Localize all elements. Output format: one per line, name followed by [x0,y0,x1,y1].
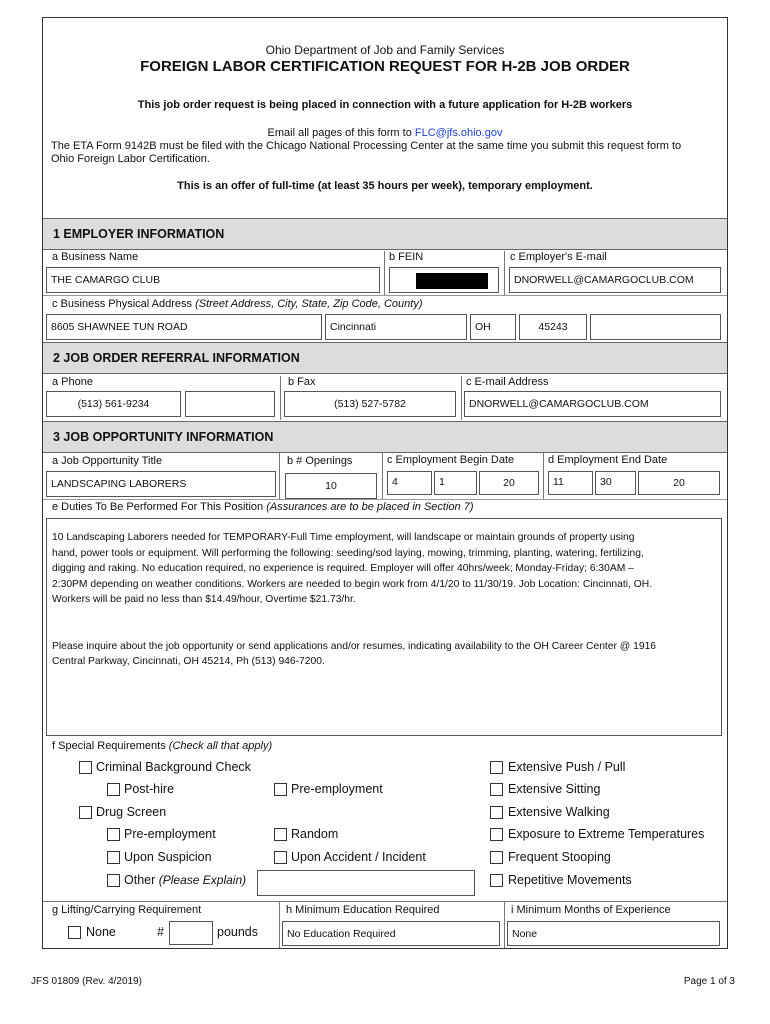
duties-line: Workers will be paid no less than $14.49/hour, Overtime $21.73/hr. [52,594,356,605]
duties-line: 2:30PM depending on weather conditions. Workers are needed to begin work from 4/1/20 to 11/30/19. Job Location: Cincinnati, OH. [52,578,653,590]
duties-label: e Duties To Be Performed For This Position (Assurances are to be placed in Section 7) [52,501,474,513]
begin-year-field[interactable]: 20 [479,471,539,495]
business-name-field[interactable]: THE CAMARGO CLUB [46,267,380,293]
fax-label: b Fax [288,376,316,388]
inquire-line: Central Parkway, Cincinnati, OH 45214, Ph (513) 946-7200. [52,656,325,667]
phone-field[interactable]: (513) 561-9234 [46,391,181,417]
end-year-field[interactable]: 20 [638,471,720,495]
walking-checkbox[interactable] [490,806,503,819]
criminal-check-checkbox[interactable] [79,761,92,774]
education-label: h Minimum Education Required [286,904,440,916]
walking-label: Extensive Walking [508,805,610,819]
zip-field[interactable]: 45243 [519,314,587,340]
divider [280,376,281,420]
street-field[interactable]: 8605 SHAWNEE TUN ROAD [46,314,322,340]
pounds-hash: # [157,925,164,939]
divider [279,453,280,499]
other-label: Other (Please Explain) [124,873,247,887]
divider [504,901,505,948]
employer-email-field[interactable]: DNORWELL@CAMARGOCLUB.COM [509,267,721,293]
section3-title: 3 JOB OPPORTUNITY INFORMATION [53,430,274,444]
divider [543,453,544,499]
upon-suspicion-checkbox[interactable] [107,851,120,864]
drug-pre-employment-checkbox[interactable] [107,828,120,841]
begin-day-field[interactable]: 1 [434,471,477,495]
lifting-label: g Lifting/Carrying Requirement [52,904,202,916]
drug-screen-checkbox[interactable] [79,806,92,819]
email-instruction: Email all pages of this form to FLC@jfs.ohio.gov [267,127,503,139]
experience-field[interactable]: None [507,921,720,946]
flc-email-link[interactable]: FLC@jfs.ohio.gov [414,127,503,139]
random-label: Random [291,827,339,841]
other-checkbox[interactable] [107,874,120,887]
pounds-field[interactable] [169,921,213,945]
openings-label: b # Openings [287,455,353,467]
h2b-notice: This job order request is being placed in connection with a future application for H-2B workers [137,99,633,111]
exposure-checkbox[interactable] [490,828,503,841]
stooping-checkbox[interactable] [490,851,503,864]
duties-line: hand, power tools or equipment. Will performing the following: seeding/sod laying, mowing, trimming, planting, watering, fertilizing, [52,547,644,559]
divider [43,295,727,296]
agency-name: Ohio Department of Job and Family Services [265,43,505,57]
push-pull-checkbox[interactable] [490,761,503,774]
address-label: c Business Physical Address (Street Address, City, State, Zip Code, County) [52,298,423,310]
divider [279,901,280,948]
divider [43,499,727,500]
eta-instruction-line1: The ETA Form 9142B must be filed with the Chicago National Processing Center at the same time you submit this request form to [51,140,682,152]
upon-suspicion-label: Upon Suspicion [124,850,212,864]
other-explain-field[interactable] [257,870,475,896]
repetitive-label: Repetitive Movements [508,873,632,887]
drug-pre-employment-label: Pre-employment [124,827,216,841]
criminal-pre-employment-checkbox[interactable] [274,783,287,796]
job-title-field[interactable]: LANDSCAPING LABORERS [46,471,276,497]
divider [384,251,385,295]
upon-accident-label: Upon Accident / Incident [291,850,426,864]
city-field[interactable]: Cincinnati [325,314,467,340]
duties-line: digging and raking. No education required, no experience is required. Employer will offer 40hrs/week; Monday-Friday; 6:30AM – [52,563,634,574]
pounds-label: pounds [217,925,259,939]
fein-label: b FEIN [389,251,424,263]
form-id: JFS 01809 (Rev. 4/2019) [31,976,142,987]
exposure-label: Exposure to Extreme Temperatures [508,827,705,841]
push-pull-label: Extensive Push / Pull [508,760,626,774]
sitting-checkbox[interactable] [490,783,503,796]
section1-header [43,218,727,250]
drug-screen-label: Drug Screen [96,805,167,819]
section2-header [43,342,727,374]
eta-instruction-line2: Ohio Foreign Labor Certification. [51,153,210,165]
county-field[interactable] [590,314,721,340]
end-day-field[interactable]: 30 [595,471,636,495]
post-hire-label: Post-hire [124,782,175,796]
fein-field[interactable] [389,267,499,293]
post-hire-checkbox[interactable] [107,783,120,796]
fax-field[interactable]: (513) 527-5782 [284,391,456,417]
form-title: FOREIGN LABOR CERTIFICATION REQUEST FOR H-2B JOB ORDER [140,58,630,75]
repetitive-checkbox[interactable] [490,874,503,887]
criminal-check-label: Criminal Background Check [96,760,251,774]
business-name-label: a Business Name [52,251,139,263]
lifting-none-checkbox[interactable] [68,926,81,939]
offer-statement: This is an offer of full-time (at least 35 hours per week), temporary employment. [177,180,593,192]
referral-email-field[interactable]: DNORWELL@CAMARGOCLUB.COM [464,391,721,417]
criminal-pre-employment-label: Pre-employment [291,782,383,796]
end-month-field[interactable]: 11 [548,471,593,495]
random-checkbox[interactable] [274,828,287,841]
state-field[interactable]: OH [470,314,516,340]
experience-label: i Minimum Months of Experience [511,904,671,916]
redacted-fein [416,273,488,289]
divider [504,251,505,295]
end-date-label: d Employment End Date [548,454,668,466]
begin-date-label: c Employment Begin Date [387,454,515,466]
page-number: Page 1 of 3 [683,976,735,987]
phone-extension-field[interactable] [185,391,275,417]
divider [461,376,462,420]
referral-email-label: c E-mail Address [466,376,549,388]
stooping-label: Frequent Stooping [508,850,611,864]
begin-month-field[interactable]: 4 [387,471,432,495]
section1-title: 1 EMPLOYER INFORMATION [53,227,225,241]
duties-line: 10 Landscaping Laborers needed for TEMPORARY-Full Time employment, will landscape or maintain grounds of property using [52,532,635,543]
phone-label: a Phone [52,376,93,388]
employer-email-label: c Employer's E-mail [510,251,607,263]
openings-field[interactable]: 10 [285,473,377,499]
inquire-line: Please inquire about the job opportunity or send applications and/or resumes, indicating availability to the OH Career Center @ 1916 [52,640,657,652]
upon-accident-checkbox[interactable] [274,851,287,864]
divider [382,453,383,499]
duties-textarea[interactable] [46,518,722,736]
sitting-label: Extensive Sitting [508,782,601,796]
section3-header [43,421,727,453]
lifting-none-label: None [86,925,116,939]
special-requirements-label: f Special Requirements (Check all that apply) [52,740,273,752]
section2-title: 2 JOB ORDER REFERRAL INFORMATION [53,351,300,365]
divider [43,901,727,902]
education-field[interactable]: No Education Required [282,921,500,946]
job-title-label: a Job Opportunity Title [52,455,163,467]
